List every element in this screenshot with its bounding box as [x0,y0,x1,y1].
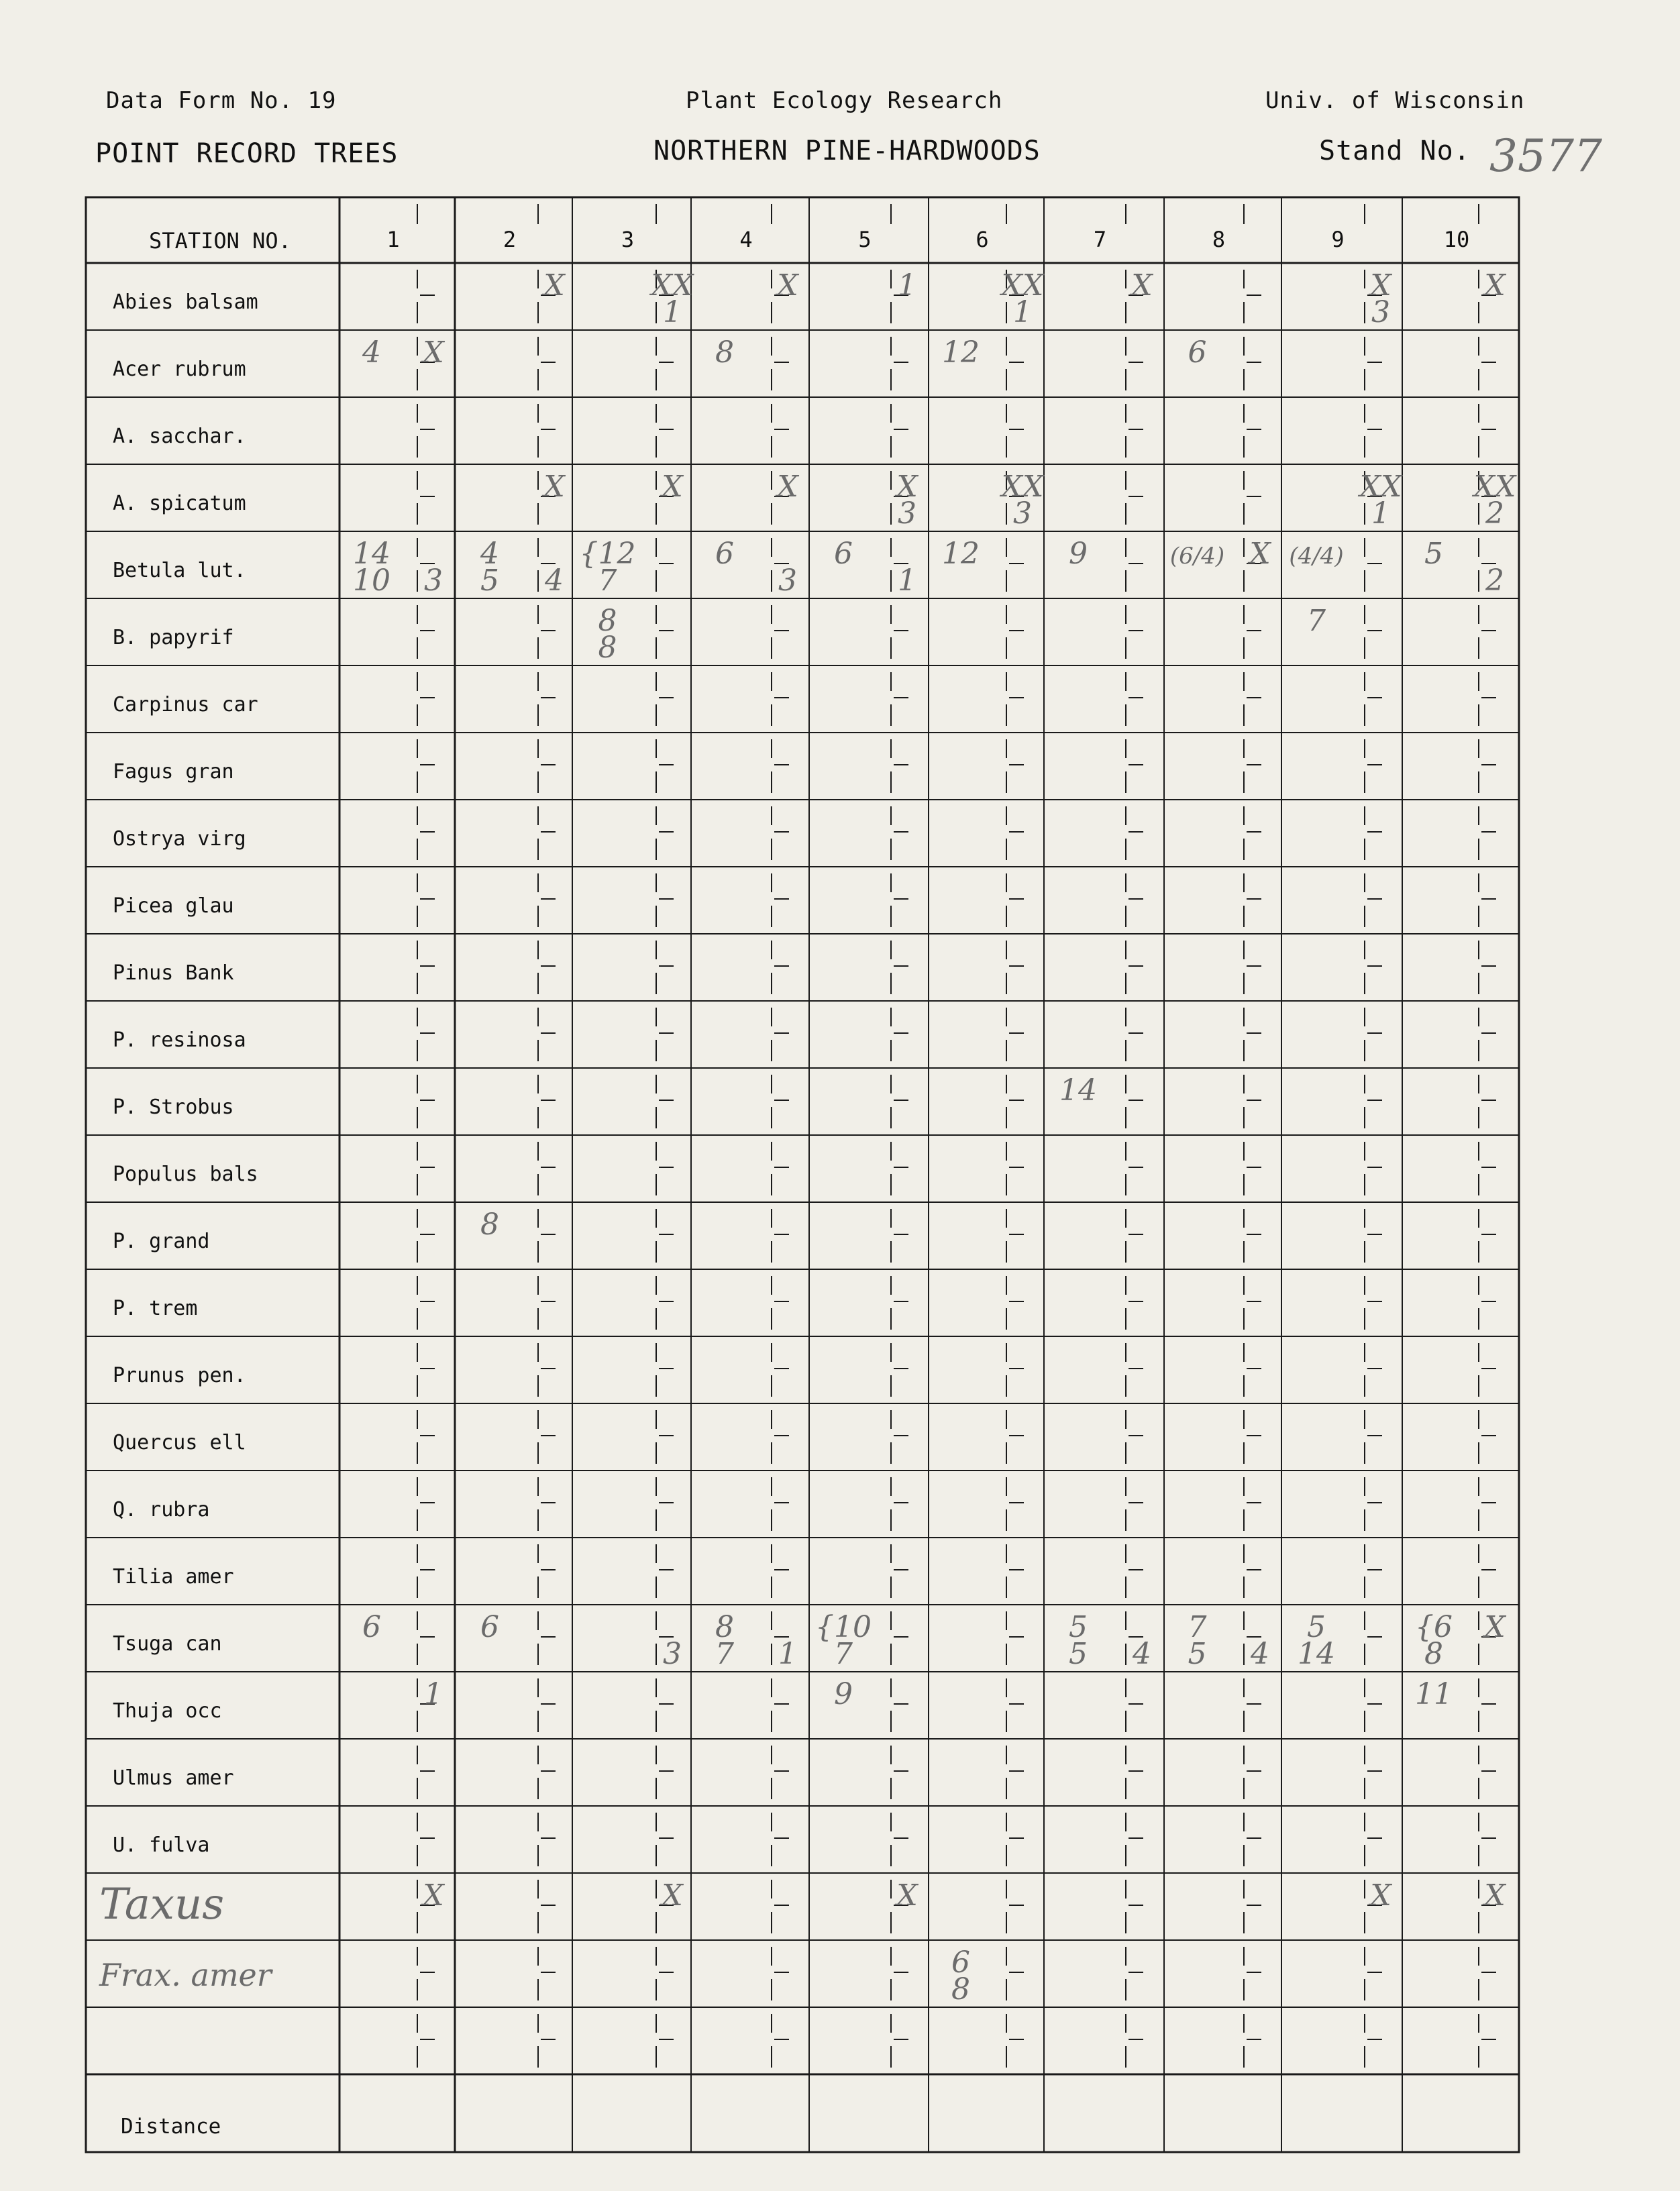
station-number-4: 4 [739,227,753,252]
entry-45: 2 [1485,564,1504,598]
species-label-15: P. grand [113,1230,210,1253]
entry-66: 14 [1298,1637,1335,1671]
entry-51: 6 [362,1610,381,1644]
entry-62: 7 [1188,1610,1207,1644]
entry-31: 5 [480,564,499,598]
station-number-3: 3 [621,227,635,252]
entry-73: X [423,1878,444,1913]
entry-1: XX [651,268,694,303]
species-label-21: Tsuga can [113,1632,222,1656]
entry-71: 9 [834,1677,853,1711]
species-label-6: B. papyrif [113,626,234,649]
species-label-22: Thuja occ [113,1699,222,1723]
entry-17: X [662,470,683,504]
entry-39: 12 [942,537,980,571]
entry-10: X [1484,268,1506,303]
entry-78: 6 [951,1945,970,1980]
entry-77: X [1484,1878,1506,1913]
station-number-7: 7 [1093,227,1107,252]
entry-34: 7 [598,564,617,598]
station-number-8: 8 [1212,227,1226,252]
entry-72: 11 [1415,1677,1453,1711]
entry-55: 7 [715,1637,734,1671]
station-number-2: 2 [503,227,517,252]
species-label-17: Prunus pen. [113,1364,246,1387]
stand-number-label: Stand No. [1319,136,1471,166]
entry-44: 5 [1424,537,1443,571]
species-label-11: Pinus Bank [113,961,234,985]
university-name: Univ. of Wisconsin [1265,87,1525,114]
entry-50: 8 [480,1208,499,1242]
entry-28: 10 [353,564,390,598]
station-number-9: 9 [1331,227,1345,252]
entry-26: 2 [1485,496,1504,531]
entry-79: 8 [951,1972,970,2007]
forest-type-title: NORTHERN PINE-HARDWOODS [653,136,1041,166]
entry-42: X [1249,537,1271,571]
entry-3: X [777,268,798,303]
entry-61: 4 [1133,1637,1151,1671]
entry-60: 5 [1069,1637,1088,1671]
entry-25: XX [1473,470,1516,504]
species-label-26: Frax. amer [99,1957,272,1993]
entry-15: 6 [1188,335,1207,370]
entry-35: 6 [715,537,734,571]
entry-74: X [662,1878,683,1913]
entry-49: 14 [1059,1073,1097,1108]
entry-19: X [896,470,918,504]
species-label-7: Carpinus car [113,693,258,716]
form-number: Data Form No. 19 [106,87,337,114]
species-label-14: Populus bals [113,1163,258,1186]
entry-4: 1 [898,268,916,303]
species-label-19: Q. rubra [113,1498,210,1521]
species-label-column [99,290,274,1993]
entry-18: X [777,470,798,504]
research-title: Plant Ecology Research [686,87,1003,114]
species-label-9: Ostrya virg [113,827,246,851]
entry-36: 3 [778,564,797,598]
entry-7: X [1131,268,1153,303]
species-label-1: Abies balsam [113,290,258,314]
entry-8: X [1370,268,1392,303]
form-title: POINT RECORD TREES [95,138,399,169]
entry-67: {6 [1415,1610,1453,1644]
species-label-23: Ulmus amer [113,1766,234,1790]
handwritten-entries [353,268,1517,2007]
entry-33: {12 [579,537,636,571]
entry-13: 8 [715,335,734,370]
entry-69: X [1484,1610,1506,1644]
entry-38: 1 [898,564,916,598]
entry-27: 14 [353,537,390,571]
entry-5: XX [1001,268,1044,303]
entry-76: X [1370,1878,1392,1913]
species-label-18: Quercus ell [113,1431,246,1454]
species-label-20: Tilia amer [113,1565,234,1589]
table-border [86,197,1519,2152]
entry-40: 9 [1069,537,1088,571]
species-label-16: P. trem [113,1297,198,1320]
entry-58: 7 [834,1637,853,1671]
entry-63: 5 [1188,1637,1207,1671]
entry-46: 8 [598,604,617,638]
entry-22: 3 [1013,496,1032,531]
entry-24: 1 [1371,496,1390,531]
entry-75: X [896,1878,918,1913]
species-label-10: Picea glau [113,894,234,918]
entry-56: 1 [778,1637,797,1671]
entry-9: 3 [1371,295,1390,329]
entry-48: 7 [1307,604,1326,638]
entry-70: 1 [424,1677,443,1711]
entry-12: X [423,335,444,370]
entry-37: 6 [834,537,853,571]
species-label-8: Fagus gran [113,760,234,784]
entry-65: 5 [1307,1610,1326,1644]
species-label-24: U. fulva [113,1833,210,1857]
entry-57: {10 [815,1610,872,1644]
entry-16: X [543,470,565,504]
species-label-5: Betula lut. [113,559,246,582]
station-number-1: 1 [386,227,400,252]
distance-label: Distance [121,2115,221,2139]
entry-2: 1 [663,295,682,329]
entry-47: 8 [598,631,617,665]
entry-59: 5 [1069,1610,1088,1644]
entry-29: 3 [424,564,443,598]
entry-30: 4 [480,537,499,571]
entry-14: 12 [942,335,980,370]
station-number-10: 10 [1443,227,1470,252]
entry-54: 8 [715,1610,734,1644]
species-label-2: Acer rubrum [113,358,246,381]
station-no-label: STATION NO. [149,228,291,254]
stand-number-value: 3577 [1489,130,1602,182]
species-label-3: A. sacchar. [113,425,246,448]
species-label-12: P. resinosa [113,1028,246,1052]
entry-21: XX [1001,470,1044,504]
entry-41: (6/4) [1169,543,1225,570]
entry-68: 8 [1424,1637,1443,1671]
table-grid [86,197,1519,2152]
entry-64: 4 [1251,1637,1269,1671]
species-label-4: A. spicatum [113,492,246,515]
entry-32: 4 [545,564,564,598]
entry-23: XX [1359,470,1402,504]
station-number-6: 6 [976,227,989,252]
entry-11: 4 [362,335,381,370]
entry-52: 6 [480,1610,499,1644]
entry-43: (4/4) [1289,543,1344,570]
entry-0: X [543,268,565,303]
entry-20: 3 [898,496,916,531]
station-number-5: 5 [858,227,872,252]
species-label-25: Taxus [99,1880,225,1929]
entry-53: 3 [663,1637,682,1671]
species-label-13: P. Strobus [113,1096,234,1119]
entry-6: 1 [1013,295,1032,329]
